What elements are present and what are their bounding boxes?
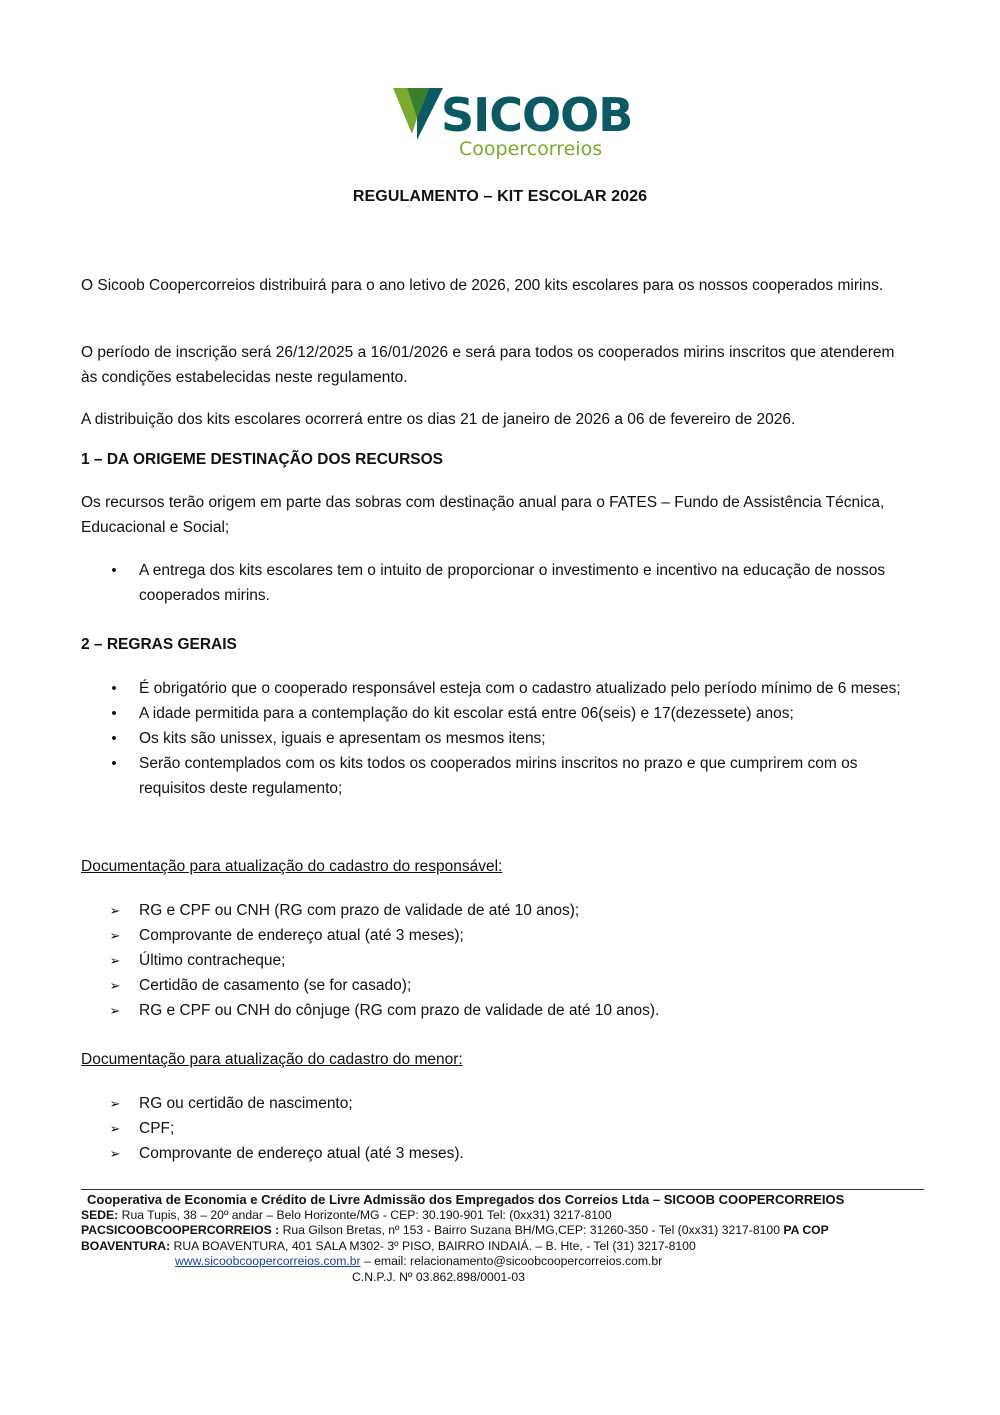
docs-menor-list	[108, 1091, 908, 1166]
footer-sede-line	[81, 1208, 961, 1224]
arrow-bullet-icon: ➢	[109, 1121, 121, 1136]
footer-boaventura-line	[81, 1239, 961, 1255]
list-item	[108, 558, 908, 608]
list-item	[108, 676, 908, 701]
list-item-text: A entrega dos kits escolares tem o intuito de proporcionar o investimento e incentivo na educação de nossos cooperados mirins.	[139, 562, 886, 604]
intro-text-2: O período de inscrição será 26/12/2025 a 16/01/2026 e será para todos os cooperados mirins inscritos que atenderem às condições estabelecidas neste regulamento.	[81, 344, 895, 386]
bullet-icon: •	[111, 705, 117, 722]
footer-divider	[81, 1189, 924, 1190]
list-item-text: Os kits são unissex, iguais e apresentam os mesmos itens;	[139, 730, 546, 747]
arrow-bullet-icon: ➢	[109, 978, 121, 993]
list-item-text: Comprovante de endereço atual (até 3 meses);	[139, 927, 464, 944]
intro-paragraph-1	[81, 273, 911, 298]
arrow-bullet-icon: ➢	[109, 928, 121, 943]
logo-name: SICOOB	[441, 88, 633, 142]
docs-menor-title: Documentação para atualização do cadastro do menor:	[81, 1051, 463, 1068]
footer-pa-label: PA COP	[783, 1223, 829, 1237]
list-item	[108, 701, 908, 726]
list-item-text: Comprovante de endereço atual (até 3 meses).	[139, 1145, 464, 1162]
logo-subtitle: Coopercorreios	[459, 138, 603, 160]
footer-boaventura-label: BOAVENTURA:	[81, 1238, 171, 1253]
footer	[81, 1192, 961, 1285]
arrow-bullet-icon: ➢	[109, 1096, 121, 1111]
footer-email-text: – email: relacionamento@sicoobcoopercorreios.com.br	[360, 1254, 663, 1268]
footer-sede-text: Rua Tupis, 38 – 20º andar – Belo Horizonte/MG - CEP: 30.190-901 Tel: (0xx31) 3217-8100	[118, 1207, 612, 1222]
list-item-text: É obrigatório que o cooperado responsável esteja com o cadastro atualizado pelo período mínimo de 6 meses;	[139, 680, 901, 697]
list-item-text: Certidão de casamento (se for casado);	[139, 977, 412, 994]
arrow-bullet-icon: ➢	[109, 953, 121, 968]
list-item	[108, 973, 908, 998]
list-item	[108, 1141, 908, 1166]
list-item-text: RG e CPF ou CNH (RG com prazo de validade de até 10 anos);	[139, 902, 580, 919]
intro-paragraph-3	[81, 407, 911, 432]
list-item-text: A idade permitida para a contemplação do kit escolar está entre 06(seis) e 17(dezessete) anos;	[139, 705, 794, 722]
footer-pac-line	[81, 1223, 961, 1239]
footer-sede-label: SEDE:	[81, 1207, 119, 1222]
list-item-text: Último contracheque;	[139, 952, 286, 969]
footer-contact-line	[81, 1254, 961, 1270]
section-2-bullet-list	[108, 676, 908, 801]
section-1-paragraph	[81, 490, 911, 540]
bullet-icon: •	[111, 755, 117, 772]
list-item-text: Serão contemplados com os kits todos os cooperados mirins inscritos no prazo e que cumprirem com os requisitos deste regulamento;	[139, 755, 858, 797]
list-item	[108, 948, 908, 973]
section-2-title: 2 – REGRAS GERAIS	[81, 636, 237, 653]
sicoob-logo	[393, 88, 633, 164]
intro-text-3: A distribuição dos kits escolares ocorrerá entre os dias 21 de janeiro de 2026 a 06 de fevereiro de 2026.	[81, 411, 796, 428]
arrow-bullet-icon: ➢	[109, 1146, 121, 1161]
list-item-text: RG ou certidão de nascimento;	[139, 1095, 353, 1112]
list-item	[108, 726, 908, 751]
footer-pac-text: Rua Gilson Bretas, nº 153 - Bairro Suzana BH/MG,CEP: 31260-350 - Tel (0xx31) 3217-8100	[279, 1223, 784, 1237]
bullet-icon: •	[111, 562, 117, 579]
footer-boaventura-text: RUA BOAVENTURA, 401 SALA M302- 3º PISO, BAIRRO INDAIÁ. – B. Hte, - Tel (31) 3217-8100	[170, 1238, 696, 1253]
section-1-bullet-list	[108, 558, 908, 608]
website-link[interactable]: www.sicoobcoopercorreios.com.br	[175, 1254, 361, 1268]
list-item	[108, 923, 908, 948]
section-1-title: 1 – DA ORIGEME DESTINAÇÃO DOS RECURSOS	[81, 451, 444, 468]
document-title: REGULAMENTO – KIT ESCOLAR 2026	[352, 188, 648, 205]
intro-paragraph-2	[81, 340, 911, 390]
footer-company: Cooperativa de Economia e Crédito de Livre Admissão dos Empregados dos Correios Ltda – SICOOB COOPERCORREIOS	[87, 1192, 845, 1207]
footer-cnpj: C.N.P.J. Nº 03.862.898/0001-03	[352, 1269, 525, 1284]
footer-pac-label: PACSICOOBCOOPERCORREIOS :	[81, 1223, 280, 1237]
list-item-text: RG e CPF ou CNH do cônjuge (RG com prazo de validade de até 10 anos).	[139, 1002, 660, 1019]
list-item	[108, 1116, 908, 1141]
sicoob-logo-mark-icon	[393, 88, 443, 144]
arrow-bullet-icon: ➢	[109, 1003, 121, 1018]
list-item	[108, 1091, 908, 1116]
intro-text-1: O Sicoob Coopercorreios distribuirá para o ano letivo de 2026, 200 kits escolares para os nossos cooperados mirins.	[81, 277, 884, 294]
list-item	[108, 751, 908, 801]
arrow-bullet-icon: ➢	[109, 903, 121, 918]
bullet-icon: •	[111, 730, 117, 747]
section-1-text: Os recursos terão origem em parte das sobras com destinação anual para o FATES – Fundo de Assistência Técnica, Educacional e Social;	[81, 494, 885, 536]
list-item-text: CPF;	[139, 1120, 175, 1137]
list-item	[108, 898, 908, 923]
docs-responsavel-list	[108, 898, 908, 1023]
list-item	[108, 998, 908, 1023]
bullet-icon: •	[111, 680, 117, 697]
docs-responsavel-title: Documentação para atualização do cadastro do responsável:	[81, 858, 503, 875]
